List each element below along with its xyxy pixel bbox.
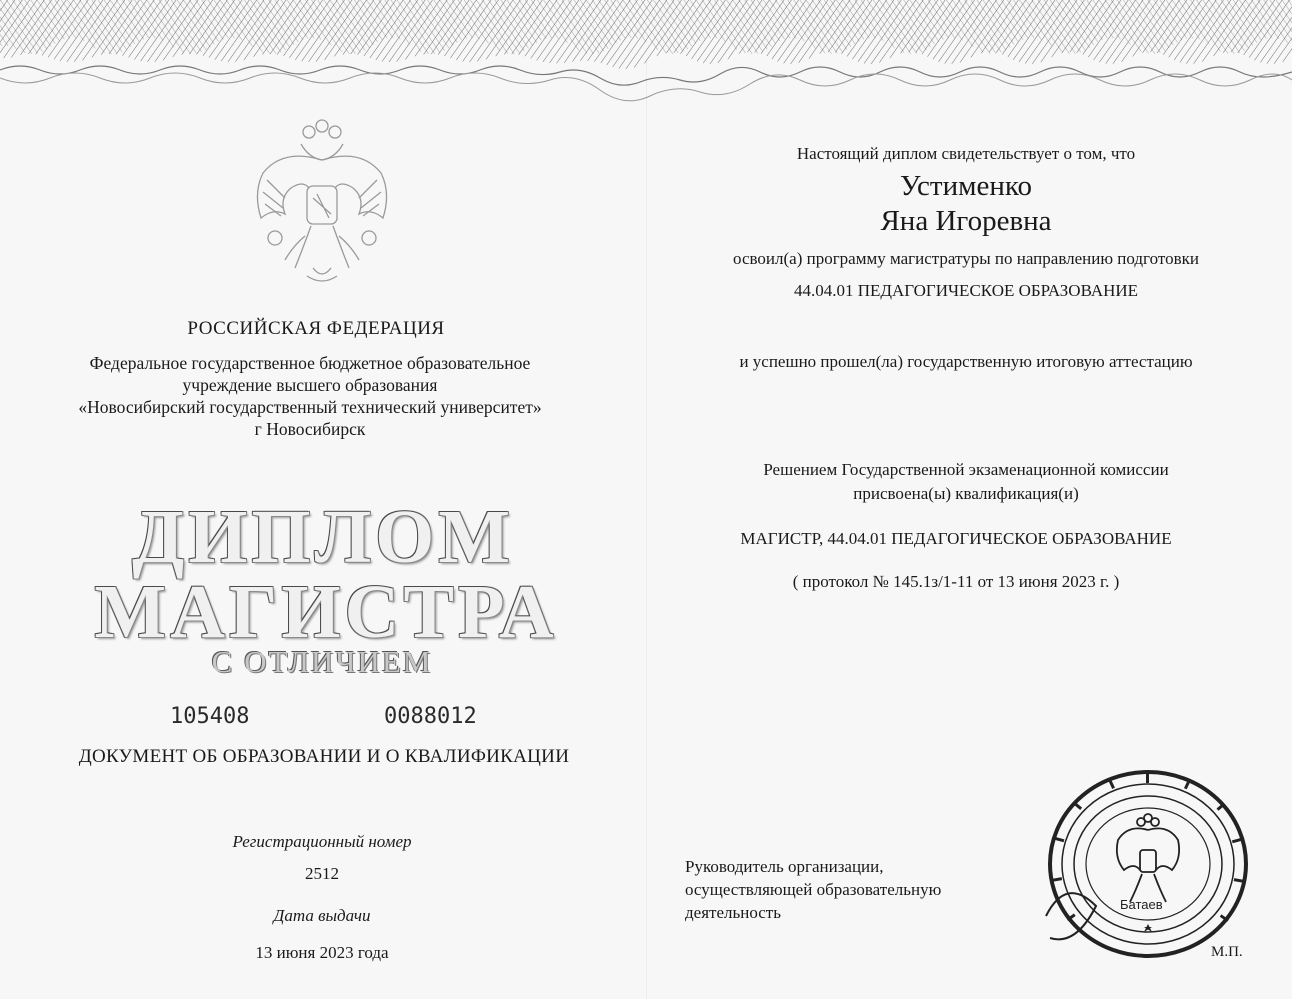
institution-line: учреждение высшего образования <box>182 375 438 395</box>
stamp-place-mark: М.П. <box>1211 944 1243 960</box>
diploma-title-line2: МАГИСТРА <box>94 570 558 654</box>
graduate-surname: Устименко <box>900 170 1032 202</box>
registration-label: Регистрационный номер <box>232 832 412 851</box>
protocol-reference: ( протокол № 145.1з/1-11 от 13 июня 2023 г. ) <box>792 572 1120 591</box>
certify-intro: Настоящий диплом свидетельствует о том, что <box>796 144 1136 163</box>
issue-date-label: Дата выдачи <box>273 906 371 925</box>
institution-line: Федеральное государственное бюджетное образовательное <box>89 353 531 373</box>
commission-decision: Решением Государственной экзаменационной комиссии <box>763 460 1169 479</box>
program-direction: 44.04.01 ПЕДАГОГИЧЕСКОЕ ОБРАЗОВАНИЕ <box>793 281 1139 300</box>
head-line: деятельность <box>685 903 781 922</box>
federation-title: РОССИЙСКАЯ ФЕДЕРАЦИЯ <box>187 318 445 339</box>
organization-head-block <box>685 855 941 924</box>
serial-series: 105408 <box>170 704 250 729</box>
issue-date: 13 июня 2023 года <box>255 943 389 962</box>
fold-line <box>646 60 647 999</box>
mastered-program-text: освоил(а) программу магистратуры по направлению подготовки <box>733 249 1199 268</box>
institution-line: «Новосибирский государственный технический университет» <box>78 397 542 417</box>
qualification: МАГИСТР, 44.04.01 ПЕДАГОГИЧЕСКОЕ ОБРАЗОВАНИЕ <box>740 529 1172 548</box>
graduate-given-names: Яна Игоревна <box>880 205 1052 237</box>
coat-of-arms-emblem <box>243 118 401 286</box>
signature-name: Батаев <box>1120 897 1163 912</box>
document-type: ДОКУМЕНТ ОБ ОБРАЗОВАНИИ И О КВАЛИФИКАЦИИ <box>78 746 570 767</box>
head-line: Руководитель организации, <box>685 857 884 876</box>
qualification-assigned: присвоена(ы) квалификация(и) <box>853 484 1079 503</box>
official-seal <box>1036 766 1256 962</box>
serial-number: 0088012 <box>384 704 477 729</box>
head-line: осуществляющей образовательную <box>685 880 942 899</box>
honors-label: С ОТЛИЧИЕМ <box>211 644 433 679</box>
attestation-text: и успешно прошел(ла) государственную итоговую аттестацию <box>739 352 1193 371</box>
registration-number: 2512 <box>305 864 339 883</box>
diploma-title-line1: ДИПЛОМ <box>132 495 514 579</box>
institution-city: г Новосибирск <box>254 419 366 439</box>
